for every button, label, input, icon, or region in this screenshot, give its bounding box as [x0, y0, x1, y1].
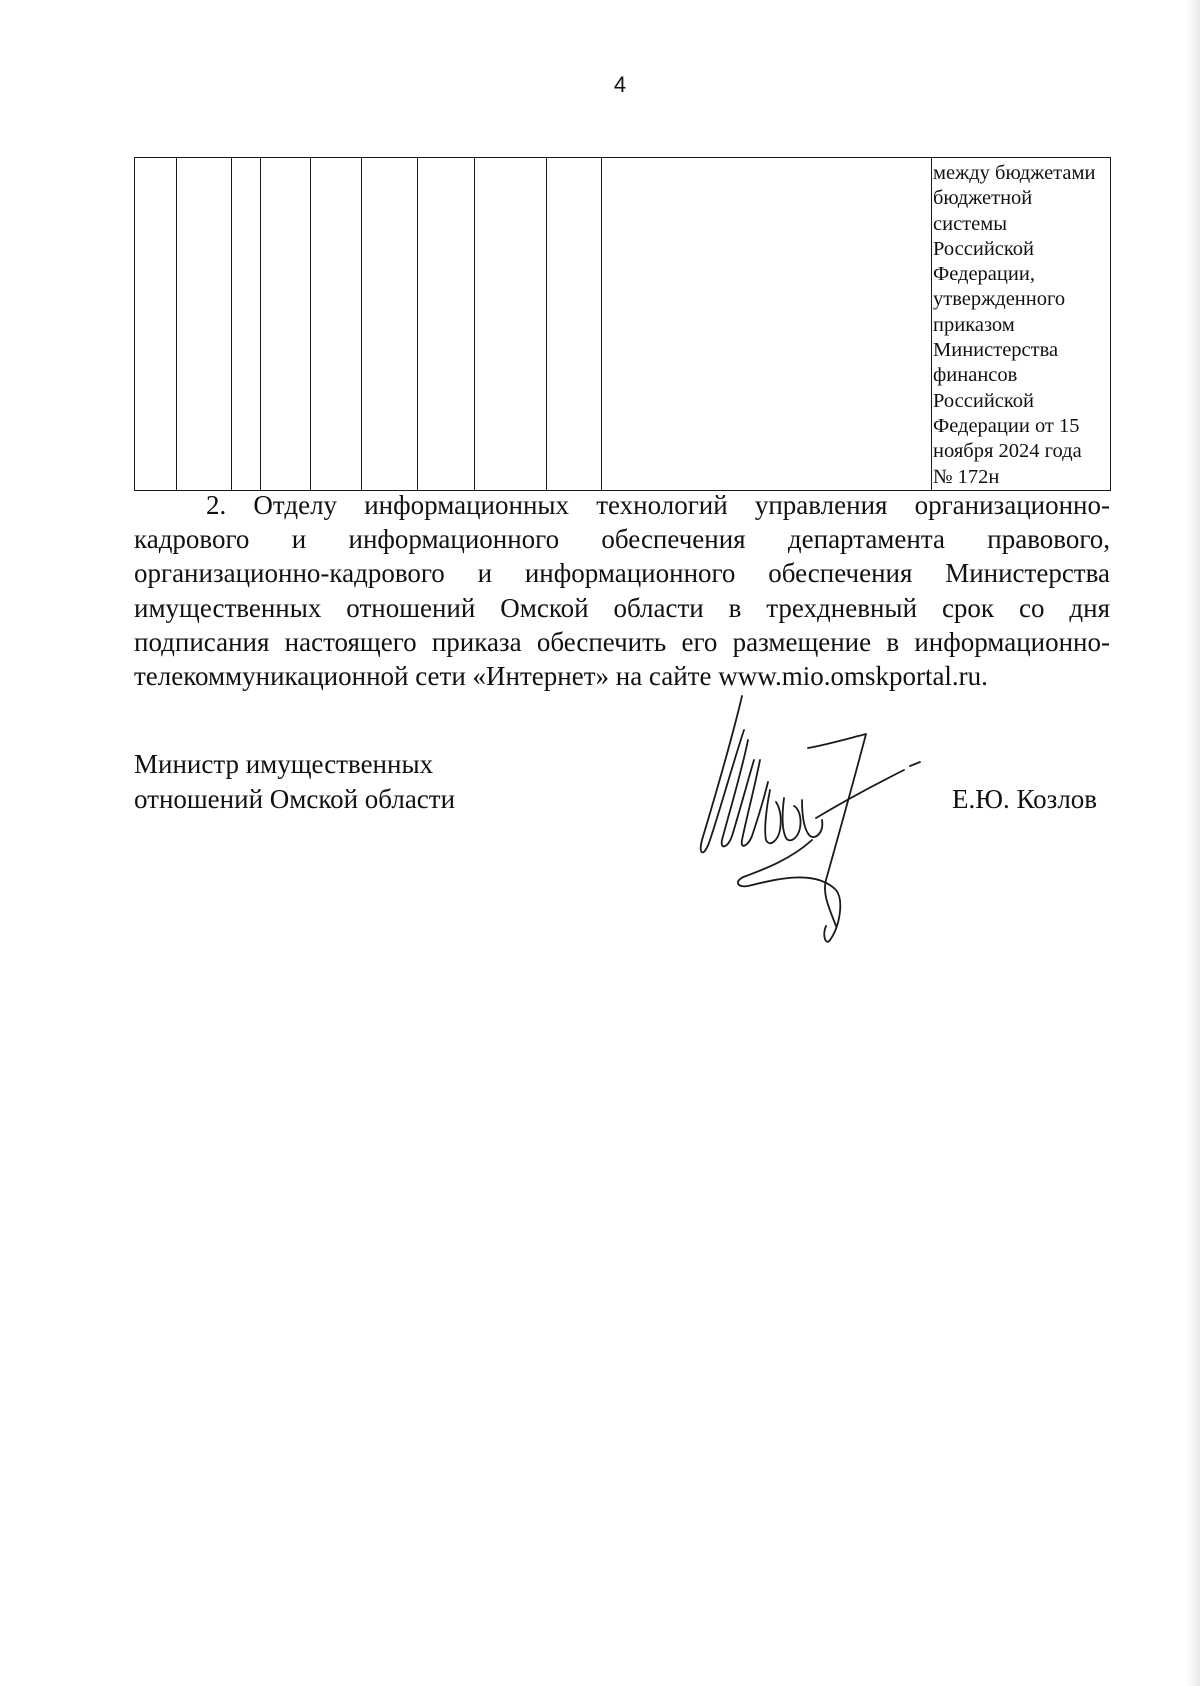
- table-cell-empty: [311, 158, 362, 491]
- cell-line: утвержденного: [933, 288, 1066, 311]
- table-cell-empty: [362, 158, 418, 491]
- paragraph-line: кадрового и информационного обеспечения департамента правового,: [134, 524, 1110, 555]
- table-cell-empty: [232, 158, 261, 491]
- signatory-title: [134, 747, 455, 817]
- table-cell-empty: [418, 158, 475, 491]
- cell-line: системы: [933, 212, 1007, 235]
- cell-line: Министерства: [933, 339, 1059, 362]
- signatory-title-line: Министр имущественных: [134, 749, 434, 779]
- cell-line: Федерации от 15: [933, 414, 1080, 437]
- table-cell-empty: [177, 158, 232, 491]
- table-cell-empty: [135, 158, 177, 491]
- continuation-table: [134, 157, 1111, 491]
- table-cell-empty: [547, 158, 602, 491]
- paragraph-line: имущественных отношений Омской области в трехдневный срок со дня: [134, 592, 1110, 623]
- cell-line: финансов: [933, 364, 1018, 387]
- order-paragraph-2: [134, 488, 1110, 693]
- paragraph-line: подписания настоящего приказа обеспечить его размещение в информационно-: [134, 626, 1110, 657]
- paragraph-line: 2. Отделу информационных технологий управления организационно-: [206, 490, 1110, 520]
- paragraph-line: организационно-кадрового и информационного обеспечения Министерства: [134, 558, 1110, 589]
- table-cell-legal-basis: [932, 158, 1111, 491]
- page-number: 4: [613, 72, 627, 97]
- cell-line: № 172н: [933, 465, 1000, 488]
- table-cell-empty: [261, 158, 311, 491]
- table-cell-empty: [602, 158, 932, 491]
- cell-line: приказом: [933, 313, 1015, 336]
- cell-line: бюджетной: [933, 187, 1033, 210]
- table-cell-empty: [475, 158, 547, 491]
- cell-line: Федерации,: [933, 263, 1035, 286]
- paragraph-line: телекоммуникационной сети «Интернет» на сайте www.mio.omskportal.ru.: [134, 661, 988, 692]
- cell-line: ноября 2024 года: [933, 440, 1082, 463]
- signatory-name: Е.Ю. Козлов: [952, 784, 1098, 814]
- cell-line: между бюджетами: [933, 162, 1096, 184]
- handwritten-signature: [690, 690, 940, 950]
- scan-edge-shadow: [1186, 0, 1200, 1686]
- cell-line: Российской: [933, 237, 1035, 260]
- table-row: [135, 158, 1111, 491]
- cell-line: Российской: [933, 389, 1035, 412]
- signatory-title-line: отношений Омской области: [134, 784, 456, 814]
